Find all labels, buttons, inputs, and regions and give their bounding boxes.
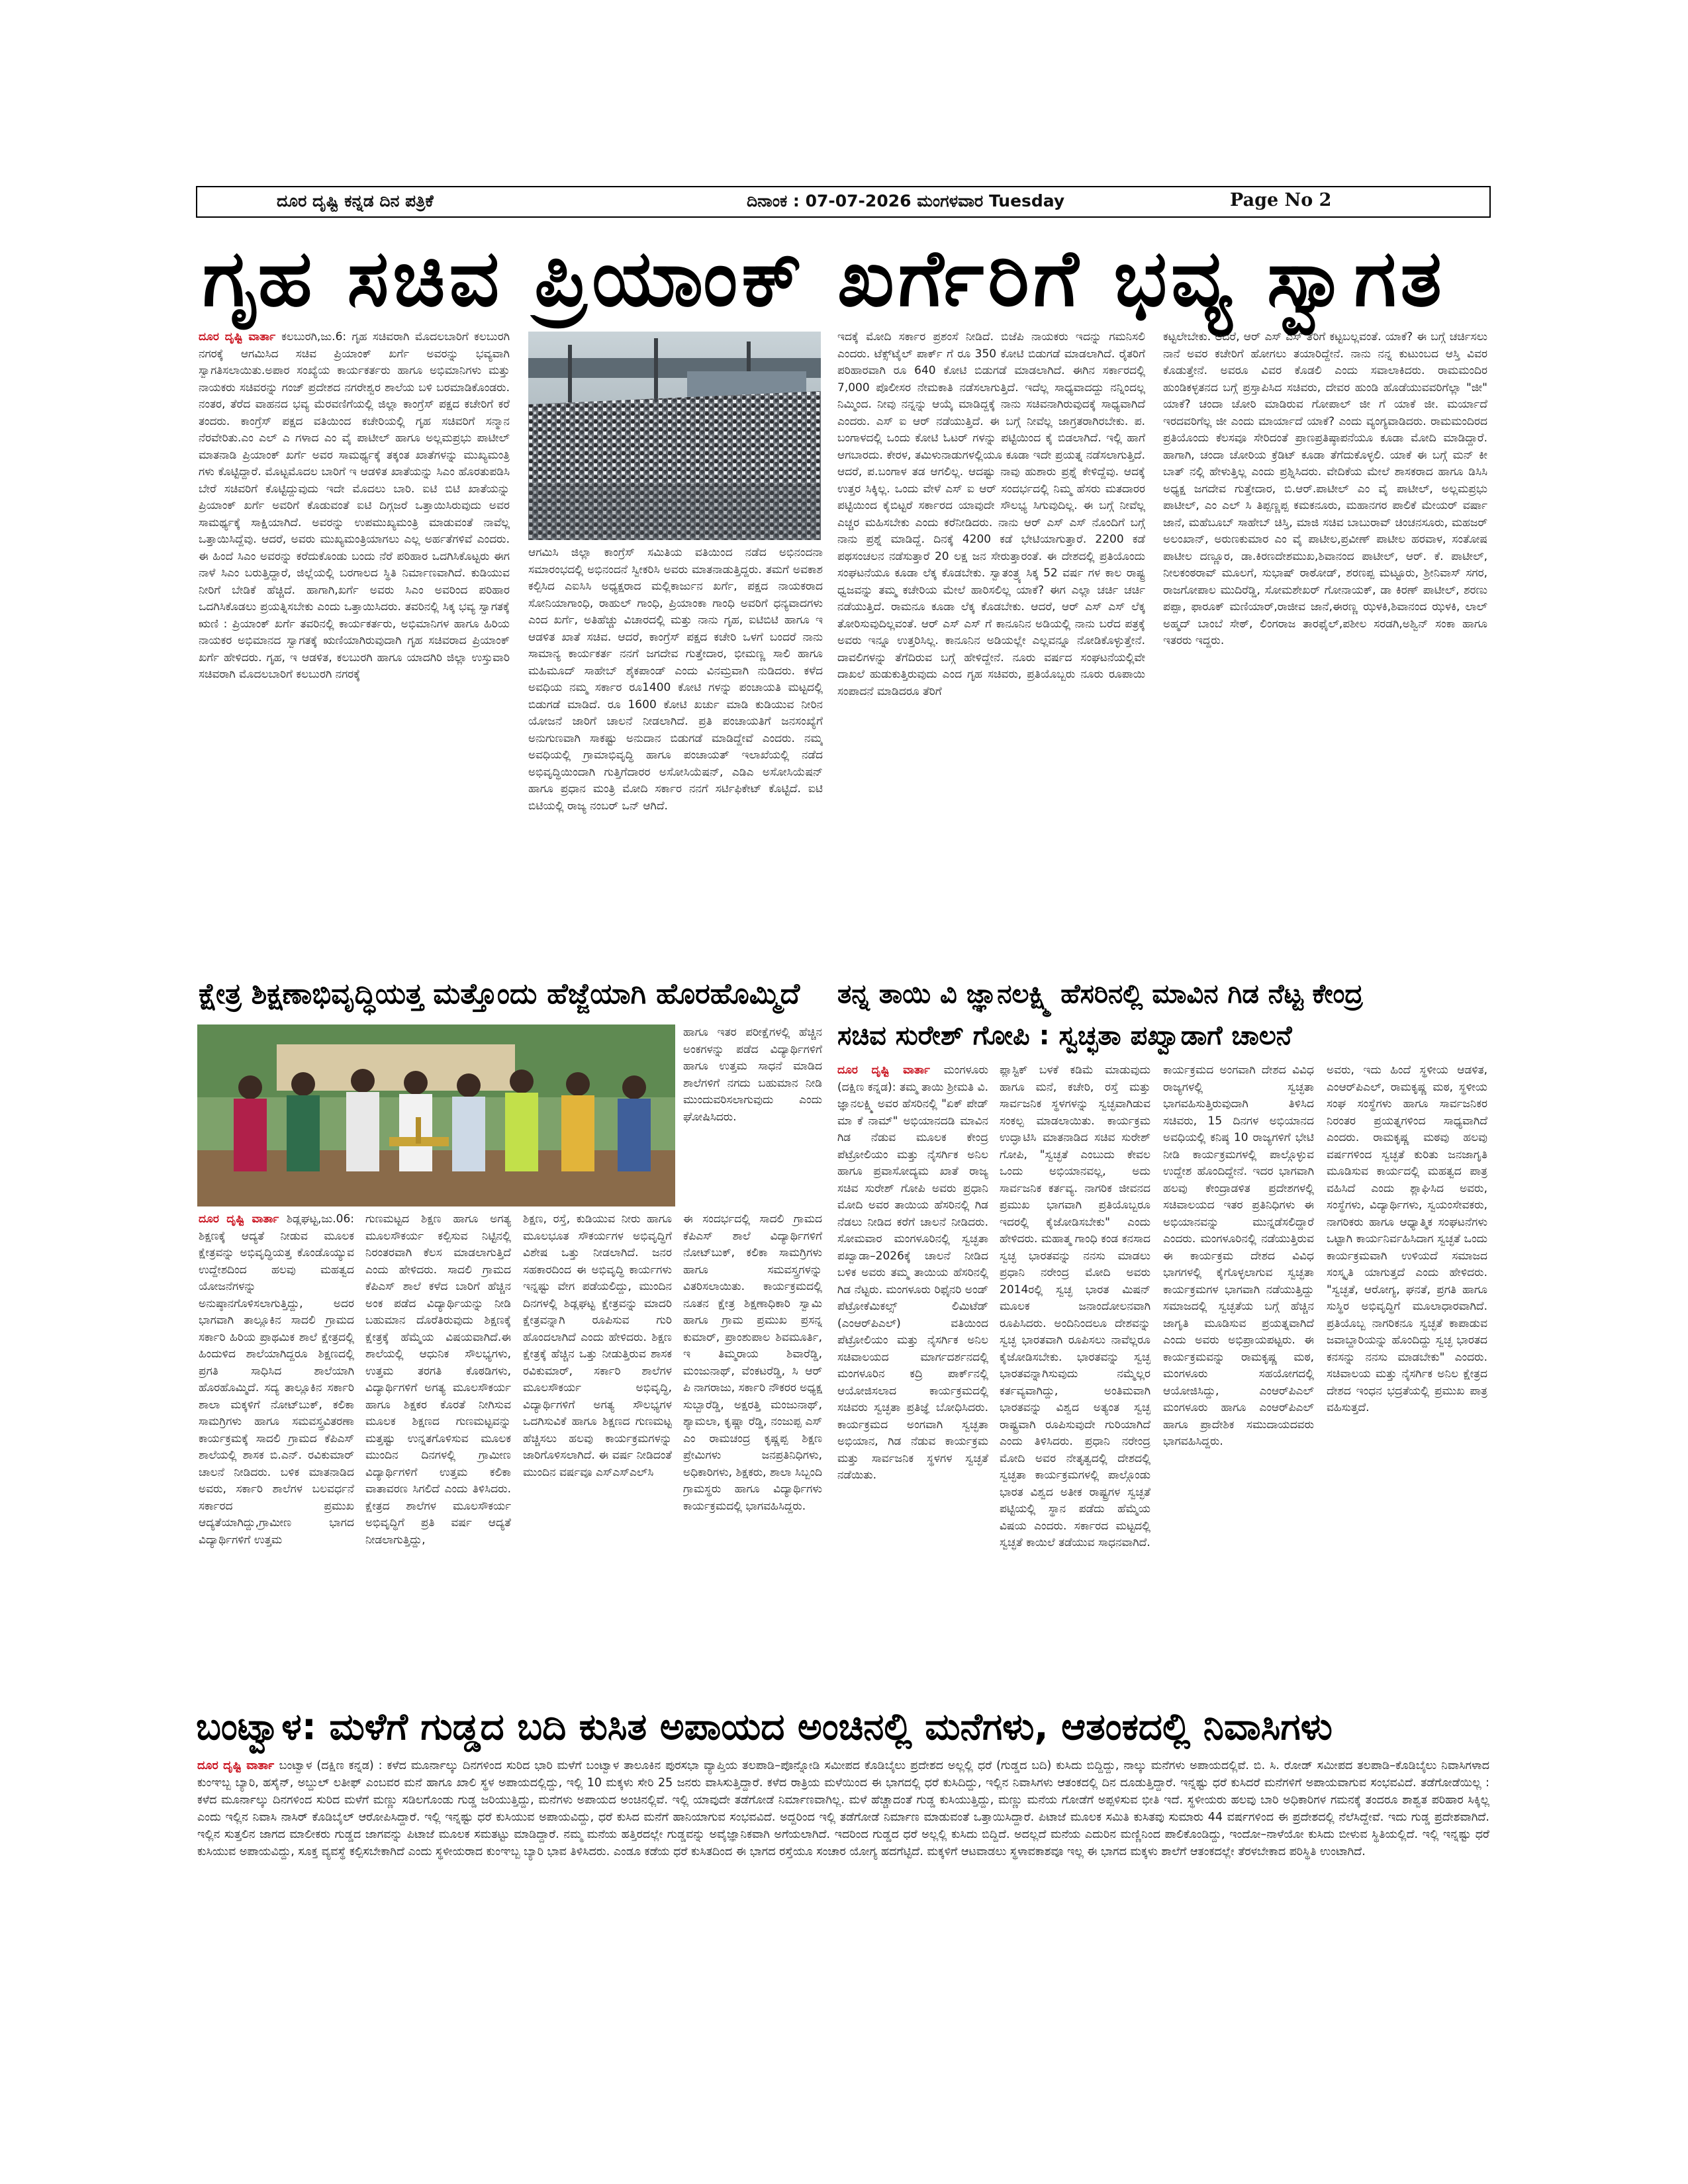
article1-column-2 [528, 545, 823, 929]
article2-right-of-photo [683, 1024, 822, 1210]
article4-byline: ದೂರ ದೃಷ್ಟಿ ವಾರ್ತಾ [197, 1759, 279, 1772]
article2-column-2 [365, 1211, 511, 1698]
paper-name: ದೂರ ದೃಷ್ಟಿ ಕನ್ನಡ ದಿನ ಪತ್ರಿಕೆ [277, 191, 434, 210]
article2-col1-text: ಶಿಡ್ಲಘಟ್ಟ,ಜು.06: ಶಿಕ್ಷಣಕ್ಕೆ ಆದ್ಯತೆ ನೀಡುವ ಮೂಲಕ ಕ್ಷೇತ್ರವನ್ನು ಅಭಿವೃದ್ಧಿಯತ್ತ ಕೊಂಡೊಯ್ಯುವ ಉದ್ದೇಶದಿಂದ ಹಲವು ಮಹತ್ವದ ಯೋಜನೆಗಳನ್ನು ಅನುಷ್ಠಾನಗೊಳಿಸಲಾಗುತ್ತಿದ್ದು, ಅದರ ಭಾಗವಾಗಿ ತಾಲ್ಲೂಕಿನ ಸಾದಲಿ ಗ್ರಾಮದ ಸರ್ಕಾರಿ ಹಿರಿಯ ಪ್ರಾಥಮಿಕ ಶಾಲೆ ಕ್ಷೇತ್ರದಲ್ಲಿ ಹಿಂದುಳಿದ ಶಾಲೆಯಾಗಿದ್ದರೂ ಶಿಕ್ಷಣದಲ್ಲಿ ಪ್ರಗತಿ ಸಾಧಿಸಿದ ಶಾಲೆಯಾಗಿ ಹೊರಹೊಮ್ಮಿದೆ. ಸದ್ಯ ತಾಲ್ಲೂಕಿನ ಸರ್ಕಾರಿ ಶಾಲಾ ಮಕ್ಕಳಿಗೆ ನೋಟ್‌ಬುಕ್, ಕಲಿಕಾ ಸಾಮಗ್ರಿಗಳು ಹಾಗೂ ಸಮವಸ್ತ್ರವಿತರಣಾ ಕಾರ್ಯಕ್ರಮಕ್ಕೆ ಸಾದಲಿ ಗ್ರಾಮದ ಕೆಪಿಎಸ್ ಶಾಲೆಯಲ್ಲಿ ಶಾಸಕ ಬಿ.ಎನ್. ರವಿಕುಮಾರ್ ಚಾಲನೆ ನೀಡಿದರು. ಬಳಿಕ ಮಾತನಾಡಿದ ಅವರು, ಸರ್ಕಾರಿ ಶಾಲೆಗಳ ಬಲವರ್ಧನೆ ಸರ್ಕಾರದ ಪ್ರಮುಖ ಆದ್ಯತೆಯಾಗಿದ್ದು,ಗ್ರಾಮೀಣ ಭಾಗದ ವಿದ್ಯಾರ್ಥಿಗಳಿಗೆ ಉತ್ತಮ [199, 1212, 354, 1547]
article1-col3-text: ಇದಕ್ಕೆ ಮೋದಿ ಸರ್ಕಾರ ಪ್ರಶಂಸೆ ನೀಡಿದೆ. ಬಿಜೆಪಿ ನಾಯಕರು ಇದನ್ನು ಗಮನಿಸಲಿ ಎಂದರು. ಟೆಕ್ಸ್‌ಟೈಲ್ ಪಾರ್ಕ್ ಗೆ ರೂ 350 ಕೋಟಿ ಬಿಡುಗಡೆ ಮಾಡಲಾಗಿದೆ. ರೈತರಿಗೆ ಪರಿಹಾರವಾಗಿ ರೂ 640 ಕೋಟಿ ಬಿಡುಗಡೆ ಮಾಡಲಾಗಿದೆ. ಈಗಿನ ಸರ್ಕಾರದಲ್ಲಿ 7,000 ಪೊಲೀಸರ ನೇಮಕಾತಿ ನಡೆಸಲಾಗುತ್ತಿದೆ. ಇದೆಲ್ಲ ಸಾಧ್ಯವಾದದ್ದು ನನ್ನಿಂದಲ್ಲ ನಿಮ್ಮಿಂದ. ನೀವು ನನ್ನನ್ನು ಆಯ್ಕೆ ಮಾಡಿದ್ದಕ್ಕೆ ನಾನು ಸಚಿವನಾಗಿರುವುದಕ್ಕೆ ಸಾಧ್ಯವಾಗಿದೆ ಎಂದರು. ಎಸ್ ಐ ಆರ್ ನಡೆಯುತ್ತಿದೆ. ಈ ಬಗ್ಗೆ ನೀವೆಲ್ಲ ಜಾಗ್ರತರಾಗಿರಬೇಕು. ಪ. ಬಂಗಾಳದಲ್ಲಿ ಒಂದು ಕೋಟಿ ಓಟರ್ ಗಳನ್ನು ಪಟ್ಟಿಯಿಂದ ಕೈ ಬಿಡಲಾಗಿದೆ. ಇಲ್ಲಿ ಹಾಗೆ ಆಗಬಾರದು. ಕೇರಳ, ತಮಿಳುನಾಡುಗಳಲ್ಲಿಯೂ ಕೂಡಾ ಇದೇ ಪ್ರಯತ್ನ ನಡೆಸಲಾಗುತ್ತಿದೆ. ಆದರೆ, ಪ.ಬಂಗಾಳ ತಡ ಆಗಲಿಲ್ಲ. ಆದಷ್ಟು ನಾವು ಹುಶಾರು ಪ್ರಶ್ನೆ ಕೇಳಿದ್ದೆವು. ಆದಕ್ಕೆ ಉತ್ತರ ಸಿಕ್ಕಿಲ್ಲ. ಒಂದು ವೇಳೆ ಎಸ್ ಐ ಆರ್ ಸಂದರ್ಭದಲ್ಲಿ ನಿಮ್ಮ ಹೆಸರು ಮತದಾರರ ಪಟ್ಟಿಯಿಂದ ಕೈಬಿಟ್ಟರೆ ಸರ್ಕಾರದ ಯಾವುದೇ ಸೌಲಭ್ಯ ಸಿಗುವುದಿಲ್ಲ. ಈ ಬಗ್ಗೆ ನೀವೆಲ್ಲ ಎಚ್ಚರ ಮಹಿಸಬೇಕು ಎಂದು ಕರೆನೀಡಿದರು. ನಾನು ಆರ್ ಎಸ್ ಎಸ್ ನೊಂದಿಗೆ ಬಗ್ಗೆ ನಾನು ಪ್ರಶ್ನೆ ಮಾಡಿದ್ದೆ. ದಿನಕ್ಕೆ 4200 ಕಡೆ ಭೇಟಿಯಾಗುತ್ತಾರೆ. 2200 ಕಡೆ ಪಥಸಂಚಲನ ನಡೆಸುತ್ತಾರೆ 20 ಲಕ್ಷ ಜನ ಸೇರುತ್ತಾರಂತೆ. ಈ ದೇಶದಲ್ಲಿ ಪ್ರತಿಯೊಂದು ಸಂಘಟನೆಯೂ ಕೂಡಾ ಲೆಕ್ಕ ಕೊಡಬೇಕು. ಸ್ವಾತಂತ್ರ್ಯ ಸಿಕ್ಕ 52 ವರ್ಷ ಗಳ ಕಾಲ ರಾಷ್ಟ್ರ ಧ್ವಜವನ್ನು ತಮ್ಮ ಕಚೇರಿಯ ಮೇಲೆ ಹಾರಿಸಲಿಲ್ಲ ಯಾಕೆ? ಈಗ ಎಲ್ಲಾ ಚರ್ಚಿ ಚರ್ಚಿ ನಡೆಯುತ್ತಿದೆ. ರಾಮನೂ ಕೂಡಾ ಲೆಕ್ಕ ಕೊಡಬೇಕು. ಆದರೆ, ಆರ್ ಎಸ್ ಎಸ್ ಲೆಕ್ಕ ತೋರಿಸುವುದಿಲ್ಲವಂತೆ. ಆರ್ ಎಸ್ ಎಸ್ ಗೆ ಕಾನೂನಿನ ಅಡಿಯಲ್ಲಿ ನಾನು ಬರೆದ ಪತ್ರಕ್ಕೆ ಅವರು ಇನ್ನೂ ಉತ್ತರಿಸಿಲ್ಲ. ಕಾನೂನಿನ ಅಡಿಯಲ್ಲೇ ಎಲ್ಲವನ್ನೂ ನೋಡಿಕೊಳ್ಳುತ್ತೇನೆ. ದಾವಲಿಗಳನ್ನು ತೆಗೆದಿರುವ ಬಗ್ಗೆ ಹೇಳಿದ್ದೇನೆ. ನೂರು ವರ್ಷದ ಸಂಘಟನೆಯಲ್ಲಿವೇ ದಾಖಲೆ ಹುಡುಕುತ್ತಿರುವುದು ಎಂದ ಗೃಹ ಸಚಿವರು, ಪ್ರತಿಯೊಬ್ಬರು ನೂರು ರೂಪಾಯಿ ಸಂಪಾದನೆ ಮಾಡಿದರೂ ತೆರಿಗೆ [837, 330, 1145, 698]
article4-body-text: ಬಂಟ್ವಾಳ (ದಕ್ಷಿಣ ಕನ್ನಡ) : ಕಳೆದ ಮೂರ್ನಾಲ್ಕು ದಿನಗಳಿಂದ ಸುರಿದ ಭಾರಿ ಮಳೆಗೆ ಬಂಟ್ವಾಳ ತಾಲೂಕಿನ ಪುರಸಭಾ ವ್ಯಾಪ್ತಿಯ ತಲಪಾಡಿ–ಪೊನ್ನೋಡಿ ಸಮೀಪದ ಕೊಡಿಬೈಲು ಪ್ರದೇಶದ ಅಲ್ಲಲ್ಲಿ ಧರೆ (ಗುಡ್ಡದ ಬದಿ) ಕುಸಿದು ಬಿದ್ದಿದ್ದು, ನಾಲ್ಕು ಮನೆಗಳು ಅಪಾಯದಲ್ಲಿವೆ. ಬಿ. ಸಿ. ರೋಡ್ ಸಮೀಪದ ತಲಪಾಡಿ–ಕೊಡಿಬೈಲು ನಿವಾಸಿಗಳಾದ ಕುಂಞಬ್ಬ ಬ್ಯಾರಿ, ಹಸೈನ್, ಅಬ್ದುಲ್ ಲತೀಫ್ ಎಂಬವರ ಮನೆ ಹಾಗೂ ಖಾಲಿ ಸ್ಥಳ ಅಪಾಯದಲ್ಲಿದ್ದು, ಇಲ್ಲಿ 10 ಮಕ್ಕಳು ಸೇರಿ 25 ಜನರು ವಾಸಿಸುತ್ತಿದ್ದಾರೆ. ಕಳೆದ ರಾತ್ರಿಯ ಮಳೆಯಿಂದ ಈ ಭಾಗದಲ್ಲಿ ಧರೆ ಕುಸಿದಿದ್ದು, ಇಲ್ಲಿನ ನಿವಾಸಿಗಳು ಆತಂಕದಲ್ಲಿ ದಿನ ದೂಡುತ್ತಿದ್ದಾರೆ. ಇನ್ನಷ್ಟು ಧರೆ ಕುಸಿದರೆ ಮನೆಗಳಿಗೆ ಅಪಾಯವಾಗುವ ಸಂಭವವಿದೆ. ತಡೆಗೋಡೆಯಿಲ್ಲ : ಕಳೆದ ಮೂರ್ನಾಲ್ಕು ದಿನಗಳಿಂದ ಸುರಿದ ಮಳೆಗೆ ಮಣ್ಣು ಸಡಿಲಗೊಂಡು ಗುಡ್ಡ ಜರಿಯುತ್ತಿದ್ದು, ಮನೆಗಳು ಅಪಾಯದ ಅಂಚಿನಲ್ಲಿವೆ. ಇಲ್ಲಿ ಯಾವುದೇ ತಡೆಗೋಡೆ ನಿರ್ಮಾಣವಾಗಿಲ್ಲ. ಮಳೆ ಹೆಚ್ಚಾದಂತೆ ಗುಡ್ಡ ಕುಸಿಯುತ್ತಿದ್ದು, ಮಣ್ಣು ಮನೆಯ ಗೋಡೆಗೆ ಅಪ್ಪಳಿಸುವ ಭೀತಿ ಇದೆ. ಸ್ಥಳೀಯರು ಹಲವು ಬಾರಿ ಅಧಿಕಾರಿಗಳ ಗಮನಕ್ಕೆ ತಂದರೂ ಶಾಶ್ವತ ಪರಿಹಾರ ಸಿಕ್ಕಿಲ್ಲ ಎಂದು ಇಲ್ಲಿನ ನಿವಾಸಿ ನಾಸಿರ್ ಕೊಡಿಬೈಲ್ ಆರೋಪಿಸಿದ್ದಾರೆ. ಇಲ್ಲಿ ಇನ್ನಷ್ಟು ಧರೆ ಕುಸಿಯುವ ಅಪಾಯವಿದ್ದು, ಧರೆ ಕುಸಿದ ಮನೆಗೆ ಹಾನಿಯಾಗುವ ಸಂಭವವಿದೆ. ಅದ್ದರಿಂದ ಇಲ್ಲಿ ತಡೆಗೋಡೆ ನಿರ್ಮಾಣ ಮಾಡುವಂತೆ ಒತ್ತಾಯಿಸಿದ್ದಾರೆ. ಪಿಟಾಜೆ ಮೂಲಕ ಸಮಿತಿ ಕುಸಿತವು ಸುಮಾರು 44 ವರ್ಷಗಳಿಂದ ಈ ಪ್ರದೇಶದಲ್ಲಿ ನೆಲೆಸಿದ್ದೇವೆ. ಇದು ಗುಡ್ಡ ಪ್ರದೇಶವಾಗಿದೆ. ಇಲ್ಲಿನ ಸುತ್ತಲಿನ ಜಾಗದ ಮಾಲೀಕರು ಗುಡ್ಡದ ಜಾಗವನ್ನು ಪಿಟಾಜೆ ಮೂಲಕ ಸಮತಟ್ಟು ಮಾಡಿದ್ದಾರೆ. ನಮ್ಮ ಮನೆಯ ಹತ್ತಿರದಲ್ಲೇ ಗುಡ್ಡವನ್ನು ಅವೈಜ್ಞಾನಿಕವಾಗಿ ಅಗೆಯಲಾಗಿದೆ. ಇದರಿಂದ ಗುಡ್ಡದ ಧರೆ ಅಲ್ಲಲ್ಲಿ ಕುಸಿದು ಬಿದ್ದಿದೆ. ಅದಲ್ಲದೆ ಮನೆಯ ಎದುರಿನ ಮಣ್ಣಿನಿಂದ ಪಾಲಿಕೊಂಡಿದ್ದು, ಇಂದೋ–ನಾಳೆಯೋ ಕುಸಿದು ಬೀಳುವ ಸ್ಥಿತಿಯಲ್ಲಿದೆ. ಇಲ್ಲಿ ಇನ್ನಷ್ಟು ಧರೆ ಕುಸಿಯುವ ಅಪಾಯವಿದ್ದು, ಸೂಕ್ತ ವ್ಯವಸ್ಥೆ ಕಲ್ಪಿಸಬೇಕಾಗಿದೆ ಎಂದು ಸ್ಥಳೀಯರಾದ ಕುಂಞಬ್ಬ ಬ್ಯಾರಿ ಭಾವ ತಿಳಿಸಿದರು. ಎಂಡೂ ಕಡೆಯ ಧರೆ ಕುಸಿತದಿಂದ ಈ ಭಾಗದ ರಸ್ತೆಯೂ ಸಂಚಾರ ಯೋಗ್ಯ ಹದಗೆಟ್ಟಿದೆ. ಮಕ್ಕಳಿಗೆ ಆಟವಾಡಲು ಸ್ಥಳಾವಕಾಶವೂ ಇಲ್ಲ ಈ ಭಾಗದ ಮಕ್ಕಳು ಶಾಲೆಗೆ ಆತಂಕದಲ್ಲೇ ತೆರಳಬೇಕಾದ ಪರಿಸ್ಥಿತಿ ಉಂಟಾಗಿದೆ. [197, 1759, 1489, 1858]
article1-col2-text: ಆಗಮಿಸಿ ಜಿಲ್ಲಾ ಕಾಂಗ್ರೆಸ್ ಸಮಿತಿಯ ವತಿಯಿಂದ ನಡೆದ ಅಭಿನಂದನಾ ಸಮಾರಂಭದಲ್ಲಿ ಅಭಿನಂದನೆ ಸ್ವೀಕರಿಸಿ ಅವರು ಮಾತನಾಡುತ್ತಿದ್ದರು. ತಮಗೆ ಅವಕಾಶ ಕಲ್ಪಿಸಿದ ಎಐಸಿಸಿ ಅಧ್ಯಕ್ಷರಾದ ಮಲ್ಲಿಕಾರ್ಜುನ ಖರ್ಗೆ, ಪಕ್ಷದ ನಾಯಕರಾದ ಸೋನಿಯಾಗಾಂಧಿ, ರಾಹುಲ್ ಗಾಂಧಿ, ಪ್ರಿಯಾಂಕಾ ಗಾಂಧಿ ಅವರಿಗೆ ಧನ್ಯವಾದಗಳು ಎಂದ ಖರ್ಗೆ, ಅತಿಹೆಚ್ಚು ವಿಚಾರದಲ್ಲಿ ಮತ್ತು ನಾನು ಗೃಹ, ಐಟಿಬಿಟಿ ಹಾಗೂ ಇ ಆಡಳಿತ ಖಾತೆ ಸಚಿವ. ಆದರೆ, ಕಾಂಗ್ರೆಸ್ ಪಕ್ಷದ ಕಚೇರಿ ಒಳಗೆ ಬಂದರೆ ನಾನು ಸಾಮಾನ್ಯ ಕಾರ್ಯಕರ್ತ ನನಗೆ ಜಗದೇವ ಗುತ್ತೇದಾರ, ಭೀಮಣ್ಣ ಸಾಲಿ ಹಾಗೂ ಮಹಿಮೂದ್ ಸಾಹೇಬ್ ಶೈಕಪಾಂಡ್ ಎಂದು ವಿನಮ್ರವಾಗಿ ನುಡಿದರು. ಕಳೆದ ಅವಧಿಯ ನಮ್ಮ ಸರ್ಕಾರ ರೂ1400 ಕೋಟಿ ಗಳನ್ನು ಪಂಚಾಯತಿ ಮಟ್ಟದಲ್ಲಿ ಬಿಡುಗಡೆ ಮಾಡಿದೆ. ರೂ 1600 ಕೋಟಿ ಖರ್ಚು ಮಾಡಿ ಕುಡಿಯುವ ನೀರಿನ ಯೋಜನೆ ಜಾರಿಗೆ ಚಾಲನೆ ನೀಡಲಾಗಿದೆ. ಪ್ರತಿ ಪಂಚಾಯತಿಗೆ ಜನಸಂಖ್ಯೆಗೆ ಅನುಗುಣವಾಗಿ ಸಾಕಷ್ಟು ಅನುದಾನ ಬಿಡುಗಡೆ ಮಾಡಿದ್ದೇವೆ ಎಂದರು. ನಮ್ಮ ಅವಧಿಯಲ್ಲಿ ಗ್ರಾಮಾಭಿವೃದ್ಧಿ ಹಾಗೂ ಪಂಚಾಯತ್ ಇಲಾಖೆಯಲ್ಲಿ ನಡೆದ ಅಭಿವೃದ್ಧಿಯಿಂದಾಗಿ ಗುತ್ತಿಗೆದಾರರ ಅಸೋಸಿಯೆಷನ್, ಎಡಿಎ ಅಸೋಸಿಯೆಷನ್ ಹಾಗೂ ಪ್ರಧಾನ ಮಂತ್ರಿ ಮೋದಿ ಸರ್ಕಾರ ನನಗೆ ಸರ್ಟಿಫಿಕೇಟ್ ಕೊಟ್ಟಿದೆ. ಐಟಿ ಬಿಟಿಯಲ್ಲಿ ರಾಜ್ಯ ನಂಬರ್ ಒನ್ ಆಗಿದೆ. [528, 546, 823, 813]
article2-column-1 [199, 1211, 354, 1698]
article4-headline: ಬಂಟ್ವಾಳ: ಮಳೆಗೆ ಗುಡ್ಡದ ಬದಿ ಕುಸಿತ ಅಪಾಯದ ಅಂಚಿನಲ್ಲಿ ಮನೆಗಳು, ಆತಂಕದಲ್ಲಿ ನಿವಾಸಿಗಳು [196, 1706, 1333, 1749]
article1-col1-text: ಕಲಬುರಗಿ,ಜು.6: ಗೃಹ ಸಚಿವರಾಗಿ ಮೊದಲಬಾರಿಗೆ ಕಲಬುರಗಿ ನಗರಕ್ಕೆ ಆಗಮಿಸಿದ ಸಚಿವ ಪ್ರಿಯಾಂಕ್ ಖರ್ಗೆ ಅವರನ್ನು ಭವ್ಯವಾಗಿ ಸ್ವಾಗತಿಸಲಾಯಿತು.ಅಪಾರ ಸಂಖ್ಯೆಯ ಕಾರ್ಯಕರ್ತರು ಹಾಗೂ ಅಭಿಮಾನಿಗಳು ಮತ್ತು ನಾಯಕರು ಸಚಿವರನ್ನು ಗಂಜ್ ಪ್ರದೇಶದ ನಗರೇಶ್ವರ ಶಾಲೆಯ ಬಳಿ ಬರಮಾಡಿಕೊಂಡರು. ನಂತರ, ತೆರೆದ ವಾಹನದ ಭವ್ಯ ಮೆರವಣಿಗೆಯಲ್ಲಿ ಜಿಲ್ಲಾ ಕಾಂಗ್ರೆಸ್ ಪಕ್ಷದ ಕಚೇರಿಗೆ ಕರೆ ತಂದರು. ಕಾಂಗ್ರೆಸ್ ಪಕ್ಷದ ವತಿಯಿಂದ ಕಚೇರಿಯಲ್ಲಿ ಗೃಹ ಸಚಿವರಿಗೆ ಸನ್ಮಾನ ನೆರವೇರಿತು.ಎಂ ಎಲ್ ಎ ಗಳಾದ ಎಂ ವೈ ಪಾಟೀಲ್ ಹಾಗೂ ಅಲ್ಲಮಪ್ರಭು ಪಾಟೀಲ್ ಮಾತನಾಡಿ ಪ್ರಿಯಾಂಕ್ ಖರ್ಗೆ ಅವರ ಸಾಮರ್ಥ್ಯಕ್ಕೆ ತಕ್ಕಂತ ಖಾತೆಗಳನ್ನು ಮುಖ್ಯಮಂತ್ರಿ ಗಳು ಕೊಟ್ಟಿದ್ದಾರೆ. ಮೊಟ್ಟಮೊದಲ ಬಾರಿಗೆ ಇ ಆಡಳಿತ ಖಾತೆಯನ್ನು ಸಿಎಂ ಹೊರತುಪಡಿಸಿ ಬೇರೆ ಸಚಿವರಿಗೆ ಕೊಟ್ಟಿದ್ದುವುದು ಇದೇ ಮೊದಲು ಬಾರಿ. ಐಟಿ ಬಿಟಿ ಖಾತೆಯನ್ನು ಪ್ರಿಯಾಂಕ್ ಖರ್ಗೆ ಅವರಿಗೆ ಕೊಡುವಂತೆ ಐಟಿ ದಿಗ್ಗಜರೆ ಒತ್ತಾಯಿಸಿರುವುದು ಅವರ ಸಾಮರ್ಥ್ಯಕ್ಕೆ ಸಾಕ್ಷಿಯಾಗಿದೆ. ಅವರನ್ನು ಉಪಮುಖ್ಯಮಂತ್ರಿ ಮಾಡುವಂತೆ ನಾವೆಲ್ಲ ಒತ್ತಾಯಿಸಿದ್ದೆವು. ಆದರೆ, ಅವರು ಮುಖ್ಯಮಂತ್ರಿಯಾಗಲು ಎಲ್ಲ ಅರ್ಹತೆಗಳಿವೆ ಎಂದರು. ಈ ಹಿಂದೆ ಸಿಎಂ ಅವರನ್ನು ಕರೆದುಕೊಂಡು ಬಂದು ನೆರೆ ಪರಿಹಾರ ಒದಗಿಸಿಕೊಟ್ಟರು ಈಗ ನಾಳೆ ಸಿಎಂ ಬರುತ್ತಿದ್ದಾರೆ, ಜಿಲ್ಲೆಯಲ್ಲಿ ಬರಗಾಲದ ಸ್ಥಿತಿ ನಿರ್ಮಾಣವಾಗಿದೆ. ಕುಡಿಯುವ ನೀರಿಗೆ ಬೇಡಿಕೆ ಹೆಚ್ಚಿದೆ. ಹಾಗಾಗಿ,ಖರ್ಗೆ ಅವರು ಸಿಎಂ ಅವರಿಂದ ಪರಿಹಾರ ಒದಗಿಸಿಕೊಡಲು ಪ್ರಯತ್ನಿಸಬೇಕು ಎಂದು ಒತ್ತಾಯಿಸಿದರು. ತವರಿನಲ್ಲಿ ಸಿಕ್ಕ ಭವ್ಯ ಸ್ವಾಗತಕ್ಕೆ ಋಣಿ : ಪ್ರಿಯಾಂಕ್ ಖರ್ಗೆ ತವರಿನಲ್ಲಿ ಕಾರ್ಯಕರ್ತರು, ಅಭಿಮಾನಿಗಳ ಹಾಗೂ ಹಿರಿಯ ನಾಯಕರ ಅಭಿಮಾನದ ಸ್ವಾಗತಕ್ಕೆ ಋಣಿಯಾಗಿರುವುದಾಗಿ ಗೃಹ ಸಚಿವರಾದ ಪ್ರಿಯಾಂಕ್ ಖರ್ಗೆ ಹೇಳಿದರು. ಗೃಹ, ಇ ಆಡಳಿತ, ಕಲಬುರಗಿ ಹಾಗೂ ಯಾದಗಿರಿ ಜಿಲ್ಲಾ ಉಸ್ತುವಾರಿ ಸಚಿವರಾಗಿ ಮೊದಲಬಾರಿಗೆ ಕಲಬುರಗಿ ನಗರಕ್ಕೆ [199, 330, 510, 681]
school-event-graphic [197, 1024, 675, 1206]
article2-col2-text: ಗುಣಮಟ್ಟದ ಶಿಕ್ಷಣ ಹಾಗೂ ಅಗತ್ಯ ಮೂಲಸೌಕರ್ಯ ಕಲ್ಪಿಸುವ ನಿಟ್ಟಿನಲ್ಲಿ ನಿರಂತರವಾಗಿ ಕೆಲಸ ಮಾಡಲಾಗುತ್ತಿದೆ ಎಂದು ಹೇಳಿದರು. ಸಾದಲಿ ಗ್ರಾಮದ ಕೆಪಿಎಸ್ ಶಾಲೆ ಕಳೆದ ಬಾರಿಗೆ ಹೆಚ್ಚಿನ ಅಂಕ ಪಡೆದ ವಿದ್ಯಾರ್ಥಿಯನ್ನು ನೀಡಿ ಬಹುಮಾನ ದೊರೆತಿರುವುದು ಶಿಕ್ಷಣಕ್ಕೆ ಕ್ಷೇತ್ರಕ್ಕೆ ಹೆಮ್ಮೆಯ ವಿಷಯವಾಗಿದೆ.ಈ ಶಾಲೆಯಲ್ಲಿ ಆಧುನಿಕ ಸೌಲಭ್ಯಗಳು, ಉತ್ತಮ ತರಗತಿ ಕೊಠಡಿಗಳು, ವಿದ್ಯಾರ್ಥಿಗಳಿಗೆ ಅಗತ್ಯ ಮೂಲಸೌಕರ್ಯ ಹಾಗೂ ಶಿಕ್ಷಕರ ಕೊರತೆ ನೀಗಿಸುವ ಮೂಲಕ ಶಿಕ್ಷಣದ ಗುಣಮಟ್ಟವನ್ನು ಮತ್ತಷ್ಟು ಉನ್ನತಗೊಳಿಸುವ ಮೂಲಕ ಮುಂದಿನ ದಿನಗಳಲ್ಲಿ ಗ್ರಾಮೀಣ ವಿದ್ಯಾರ್ಥಿಗಳಿಗೆ ಉತ್ತಮ ಕಲಿಕಾ ವಾತಾವರಣ ಸಿಗಲಿದೆ ಎಂದು ತಿಳಿಸಿದರು. ಕ್ಷೇತ್ರದ ಶಾಲೆಗಳ ಮೂಲಸೌಕರ್ಯ ಅಭಿವೃದ್ಧಿಗೆ ಪ್ರತಿ ವರ್ಷ ಆದ್ಯತೆ ನೀಡಲಾಗುತ್ತಿದ್ದು, [365, 1212, 511, 1547]
article1-headline: ಗೃಹ ಸಚಿವ ಪ್ರಿಯಾಂಕ್ ಖರ್ಗೆರಿಗೆ ಭವ್ಯ ಸ್ವಾಗತ [203, 232, 1446, 324]
article2-headline: ಕ್ಷೇತ್ರ ಶಿಕ್ಷಣಾಭಿವೃದ್ಧಿಯತ್ತ ಮತ್ತೊಂದು ಹೆಜ್ಜೆಯಾಗಿ ಹೊರಹೊಮ್ಮಿದೆ [199, 978, 800, 1011]
article3-col1-text: ಮಂಗಳೂರು (ದಕ್ಷಿಣ ಕನ್ನಡ): ತಮ್ಮ ತಾಯಿ ಶ್ರೀಮತಿ ವಿ. ಜ್ಞಾನಲಕ್ಷ್ಮಿ ಅವರ ಹೆಸರಿನಲ್ಲಿ "ಏಕ್ ಪೇಡ್ ಮಾ ಕೆ ನಾಮ್" ಅಭಿಯಾನದಡಿ ಮಾವಿನ ಗಿಡ ನೆಡುವ ಮೂಲಕ ಕೇಂದ್ರ ಪೆಟ್ರೋಲಿಯಂ ಮತ್ತು ನೈಸರ್ಗಿಕ ಅನಿಲ ಹಾಗೂ ಪ್ರವಾಸೋದ್ಯಮ ಖಾತೆ ರಾಜ್ಯ ಸಚಿವ ಸುರೇಶ್ ಗೋಪಿ ಅವರು ಪ್ರಧಾನಿ ಮೋದಿ ಅವರ ತಾಯಿಯ ಹೆಸರಿನಲ್ಲಿ ಗಿಡ ನೆಡಲು ನೀಡಿದ ಕರೆಗೆ ಚಾಲನೆ ನೀಡಿದರು. ಸೋಮವಾರ ಮಂಗಳೂರಿನಲ್ಲಿ ಸ್ವಚ್ಛತಾ ಪಖ್ವಾಡಾ–2026ಕ್ಕೆ ಚಾಲನೆ ನೀಡಿದ ಬಳಿಕ ಅವರು ತಮ್ಮ ತಾಯಿಯ ಹೆಸರಿನಲ್ಲಿ ಗಿಡ ನೆಟ್ಟರು. ಮಂಗಳೂರು ರಿಫೈನರಿ ಅಂಡ್ ಪೆಟ್ರೋಕೆಮಿಕಲ್ಸ್ ಲಿಮಿಟೆಡ್ (ಎಂಆರ್‌ಪಿಎಲ್) ವತಿಯಿಂದ ಪೆಟ್ರೋಲಿಯಂ ಮತ್ತು ನೈಸರ್ಗಿಕ ಅನಿಲ ಸಚಿವಾಲಯದ ಮಾರ್ಗದರ್ಶನದಲ್ಲಿ ಮಂಗಳೂರಿನ ಕದ್ರಿ ಪಾರ್ಕ್‌ನಲ್ಲಿ ಆಯೋಜಿಸಲಾದ ಕಾರ್ಯಕ್ರಮದಲ್ಲಿ ಸಚಿವರು ಸ್ವಚ್ಛತಾ ಪ್ರತಿಜ್ಞೆ ಬೋಧಿಸಿದರು. ಕಾರ್ಯಕ್ರಮದ ಅಂಗವಾಗಿ ಸ್ವಚ್ಛತಾ ಅಭಿಯಾನ, ಗಿಡ ನೆಡುವ ಕಾರ್ಯಕ್ರಮ ಮತ್ತು ಸಾರ್ವಜನಿಕ ಸ್ಥಳಗಳ ಸ್ವಚ್ಛತೆ ನಡೆಯಿತು. [837, 1064, 988, 1482]
article3-column-1 [837, 1062, 988, 1698]
article3-col2-text: ಪ್ಲಾಸ್ಟಿಕ್ ಬಳಕೆ ಕಡಿಮೆ ಮಾಡುವುದು ಹಾಗೂ ಮನೆ, ಕಚೇರಿ, ರಸ್ತೆ ಮತ್ತು ಸಾರ್ವಜನಿಕ ಸ್ಥಳಗಳನ್ನು ಸ್ವಚ್ಛವಾಗಿಡುವ ಸಂಕಲ್ಪ ಮಾಡಲಾಯಿತು. ಕಾರ್ಯಕ್ರಮ ಉದ್ಘಾಟಿಸಿ ಮಾತನಾಡಿದ ಸಚಿವ ಸುರೇಶ್ ಗೋಪಿ, "ಸ್ವಚ್ಛತೆ ಎಂಬುದು ಕೇವಲ ಒಂದು ಅಭಿಯಾನವಲ್ಲ, ಅದು ಸಾರ್ವಜನಿಕ ಕರ್ತವ್ಯ. ನಾಗರಿಕ ಜೀವನದ ಪ್ರಮುಖ ಭಾಗವಾಗಿ ಪ್ರತಿಯೊಬ್ಬರೂ ಇದರಲ್ಲಿ ಕೈಜೋಡಿಸಬೇಕು" ಎಂದು ಹೇಳಿದರು. ಮಹಾತ್ಮ ಗಾಂಧಿ ಕಂಡ ಕನಸಾದ ಸ್ವಚ್ಛ ಭಾರತವನ್ನು ನನಸು ಮಾಡಲು ಪ್ರಧಾನಿ ನರೇಂದ್ರ ಮೋದಿ ಅವರು 2014ರಲ್ಲಿ ಸ್ವಚ್ಛ ಭಾರತ ಮಿಷನ್ ಮೂಲಕ ಜನಾಂದೋಲನವಾಗಿ ರೂಪಿಸಿದರು. ಅಂದಿನಿಂದಲೂ ದೇಶವನ್ನು ಸ್ವಚ್ಛ ಭಾರತವಾಗಿ ರೂಪಿಸಲು ನಾವೆಲ್ಲರೂ ಕೈಜೋಡಿಸಬೇಕು. ಭಾರತವನ್ನು ಸ್ವಚ್ಛ ಭಾರತವನ್ನಾಗಿಸುವುದು ನಮ್ಮೆಲ್ಲರ ಕರ್ತವ್ಯವಾಗಿದ್ದು, ಅಂತಿಮವಾಗಿ ಭಾರತವನ್ನು ವಿಶ್ವದ ಅತ್ಯಂತ ಸ್ವಚ್ಛ ರಾಷ್ಟ್ರವಾಗಿ ರೂಪಿಸುವುದೇ ಗುರಿಯಾಗಿದೆ ಎಂದು ತಿಳಿಸಿದರು. ಪ್ರಧಾನಿ ನರೇಂದ್ರ ಮೋದಿ ಅವರ ನೇತೃತ್ವದಲ್ಲಿ ದೇಶದಲ್ಲಿ ಸ್ವಚ್ಛತಾ ಕಾರ್ಯಕ್ರಮಗಳಲ್ಲಿ ಪಾಲ್ಗೊಂಡು ಭಾರತ ವಿಶ್ವದ ಅತೀಕ ರಾಷ್ಟ್ರಗಳ ಸ್ವಚ್ಛತೆ ಪಟ್ಟಿಯಲ್ಲಿ ಸ್ಥಾನ ಪಡೆದು ಹೆಮ್ಮೆಯ ವಿಷಯ ಎಂದರು. ಸರ್ಕಾರದ ಮಟ್ಟದಲ್ಲಿ ಸ್ವಚ್ಛತೆ ಕಾಯಿಲೆ ತಡೆಯುವ ಸಾಧನವಾಗಿದೆ. [1000, 1064, 1150, 1549]
article3-col3-text: ಕಾರ್ಯಕ್ರಮದ ಅಂಗವಾಗಿ ದೇಶದ ವಿವಿಧ ರಾಜ್ಯಗಳಲ್ಲಿ ಸ್ವಚ್ಛತಾ ಭಾಗವಹಿಸುತ್ತಿರುವುದಾಗಿ ತಿಳಿಸಿದ ಸಚಿವರು, 15 ದಿನಗಳ ಅಭಿಯಾನದ ಅವಧಿಯಲ್ಲಿ ಕನಿಷ್ಠ 10 ರಾಜ್ಯಗಳಿಗೆ ಭೇಟಿ ನೀಡಿ ಕಾರ್ಯಕ್ರಮಗಳಲ್ಲಿ ಪಾಲ್ಗೊಳ್ಳುವ ಉದ್ದೇಶ ಹೊಂದಿದ್ದೇನೆ. ಇದರ ಭಾಗವಾಗಿ ಹಲವು ಕೇಂದ್ರಾಡಳಿತ ಪ್ರದೇಶಗಳಲ್ಲಿ ಸಚಿವಾಲಯದ ಇತರ ಪ್ರತಿನಿಧಿಗಳು ಈ ಅಭಿಯಾನವನ್ನು ಮುನ್ನಡೆಸಲಿದ್ದಾರೆ ಎಂದರು. ಮಂಗಳೂರಿನಲ್ಲಿ ನಡೆಯುತ್ತಿರುವ ಈ ಕಾರ್ಯಕ್ರಮ ದೇಶದ ವಿವಿಧ ಭಾಗಗಳಲ್ಲಿ ಕೈಗೊಳ್ಳಲಾಗುವ ಸ್ವಚ್ಛತಾ ಕಾರ್ಯಕ್ರಮಗಳ ಭಾಗವಾಗಿ ನಡೆಯುತ್ತಿದ್ದು ಸಮಾಜದಲ್ಲಿ ಸ್ವಚ್ಛತೆಯ ಬಗ್ಗೆ ಹೆಚ್ಚಿನ ಜಾಗೃತಿ ಮೂಡಿಸುವ ಪ್ರಯತ್ನವಾಗಿದೆ ಎಂದು ಅವರು ಅಭಿಪ್ರಾಯಪಟ್ಟರು. ಈ ಕಾರ್ಯಕ್ರಮವನ್ನು ರಾಮಕೃಷ್ಣ ಮಠ, ಮಂಗಳೂರು ಸಹಯೋಗದಲ್ಲಿ ಆಯೋಜಿಸಿದ್ದು, ಎಂಆರ್‌ಪಿಎಲ್ ಮಂಗಳೂರು ಹಾಗೂ ಎಂಆರ್‌ಪಿಎಲ್ ಹಾಗೂ ಪ್ರಾದೇಶಿಕ ಸಮುದಾಯದವರು ಭಾಗವಹಿಸಿದ್ದರು. [1163, 1064, 1314, 1448]
article2-right-text: ಹಾಗೂ ಇತರ ಪರೀಕ್ಷೆಗಳಲ್ಲಿ ಹೆಚ್ಚಿನ ಅಂಕಗಳನ್ನು ಪಡೆದ ವಿದ್ಯಾರ್ಥಿಗಳಿಗೆ ಹಾಗೂ ಉತ್ತಮ ಸಾಧನೆ ಮಾಡಿದ ಶಾಲೆಗಳಿಗೆ ನಗದು ಬಹುಮಾನ ನೀಡಿ ಮುಂದುವರಿಸಲಾಗುವುದು ಎಂದು ಘೋಷಿಸಿದರು. [683, 1026, 822, 1124]
school-event-photo [197, 1024, 675, 1206]
page-number: Page No 2 [1230, 190, 1332, 210]
article1-col4-text: ಕಟ್ಟಲೇಬೇಕು. ಆದರೆ, ಆರ್ ಎಸ್ ಎಸ್ ತೆರಿಗೆ ಕಟ್ಟಬಲ್ಲವಂತೆ. ಯಾಕೆ? ಈ ಬಗ್ಗೆ ಚರ್ಚಿಸಲು ನಾನೆ ಅವರ ಕಚೇರಿಗೆ ಹೋಗಲು ತಯಾರಿದ್ದೇನೆ. ನಾನು ನನ್ನ ಕುಟುಂಬದ ಆಸ್ತಿ ವಿವರ ಕೊಡುತ್ತೇನೆ. ಅವರೂ ವಿವರ ಕೊಡಲಿ ಎಂದು ಸವಾಲಾಕಿದರು. ರಾಮಮಂದಿರ ಹುಂಡಿಕಳ್ಳತನದ ಬಗ್ಗೆ ಪ್ರಸ್ತಾಪಿಸಿದ ಸಚಿವರು, ದೇವರ ಹುಂಡಿ ಹೊಡೆಯುವವರಿಗೆಲ್ಲಾ "ಜೀ" ಯಾಕೆ? ಚಂದಾ ಚೋರಿ ಮಾಡಿರುವ ಗೋಪಾಲ್ ಜೀ ಗೆ ಯಾಕೆ ಜೀ. ಮರ್ಯಾದೆ ಇರದವರಿಗೆಲ್ಲ ಜೀ ಎಂದು ಮಾರ್ಯಾದೆ ಯಾಕೆ? ಎಂದು ವ್ಯಂಗ್ಯವಾಡಿದರು. ರಾಮಮಂದಿರದ ಪ್ರತಿಯೊಂದು ಕೆಲಸವೂ ಸೇರಿದಂತೆ ಪ್ರಾಣಪ್ರತಿಷ್ಠಾಪನೆಯೂ ಕೂಡಾ ಮೋದಿ ಮಾಡಿದ್ದಾರೆ. ಹಾಗಾಗಿ, ಚಂದಾ ಚೋರಿಯ ಕ್ರೆಡಿಟ್ ಕೂಡಾ ತೆಗೆದುಕೊಳ್ಳಲಿ. ಯಾಕೆ ಈ ಬಗ್ಗೆ ಮನ್ ಕೀ ಬಾತ್ ನಲ್ಲಿ ಹೇಳುತ್ತಿಲ್ಲ ಎಂದು ಪ್ರಶ್ನಿಸಿದರು. ವೇದಿಕೆಯ ಮೇಲೆ ಶಾಸಕರಾದ ಹಾಗೂ ಡಿಸಿಸಿ ಅಧ್ಯಕ್ಷ ಜಗದೇವ ಗುತ್ತೇದಾರ, ಬಿ.ಆರ್.ಪಾಟೀಲ್ ಎಂ ವೈ ಪಾಟೀಲ್, ಅಲ್ಲಮಪ್ರಭು ಪಾಟೀಲ್, ಎಂ ಎಲ್ ಸಿ ತಿಪ್ಪಣ್ಣಪ್ಪ ಕಮಕನೂರು, ಮಹಾನಗರ ಪಾಲಿಕೆ ಮೇಯರ್ ವರ್ಷಾ ಜಾನೆ, ಮಹೆಬೂಬ್ ಸಾಹೇಬ್ ಚಿಸ್ತಿ, ಮಾಜಿ ಸಚಿವ ಬಾಬುರಾವ್ ಚಿಂಚನಸೂರು, ಮಹಜರ್ ಅಲಂಖಾನ್, ಅರುಣಕುಮಾರ ಎಂ ವೈ ಪಾಟೀಲ,ಪ್ರವೀಣ್ ಪಾಟೀಲ ಹರವಾಳ, ಸಂತೋಷ ಪಾಟೀಲ ದಣ್ಣೂರ, ಡಾ.ಕಿರಣದೇಶಮುಖ,ಶಿವಾನಂದ ಪಾಟೀಲ್, ಆರ್. ಕೆ. ಪಾಟೀಲ್, ನೀಲಕಂಠರಾವ್ ಮೂಲಗೆ, ಸುಭಾಷ್ ರಾಠೋಡ್, ಶರಣಪ್ಪ ಮಟ್ಟೂರು, ಶ್ರೀನಿವಾಸ್ ಸಗರ, ರಾಜಗೋಪಾಲ ಮುದಿರೆಡ್ಡಿ, ಸೋಮಶೇಖರ್ ಗೋನಾಯಕ್, ಡಾ ಕಿರಣ್ ಪಾಟೀಲ್, ಶರಣು ಪಪ್ಪಾ, ಫಾರೂಕ್ ಮಣಿಯಾರ್,ರಾಜೀವ ಜಾನೆ,ಈರಣ್ಣ ಝಳಕಿ,ಶಿವಾನಂದ ಝಳಕಿ, ಲಾಲ್ ಅಹ್ಮದ್ ಬಾಂಬೆ ಸೇಠ್, ಲಿಂಗರಾಜ ತಾರಫೈಲ್,ಪಶೀಲ ಸರಡಗಿ,ಅಶ್ವಿನ್ ಸಂಕಾ ಹಾಗೂ ಇತರರು ಇದ್ದರು. [1163, 330, 1487, 647]
article3-column-3 [1163, 1062, 1314, 1698]
article3-col4-text: ಅವರು, ಇದು ಹಿಂದೆ ಸ್ಥಳೀಯ ಆಡಳಿತ, ಎಂಆರ್‌ಪಿಎಲ್, ರಾಮಕೃಷ್ಣ ಮಠ, ಸ್ಥಳೀಯ ಸಂಘ ಸಂಸ್ಥೆಗಳು ಹಾಗೂ ಸಾರ್ವಜನಿಕರ ನಿರಂತರ ಪ್ರಯತ್ನಗಳಿಂದ ಸಾಧ್ಯವಾಗಿದೆ ಎಂದರು. ರಾಮಕೃಷ್ಣ ಮಠವು ಹಲವು ವರ್ಷಗಳಿಂದ ಸ್ವಚ್ಛತೆ ಕುರಿತು ಜನಜಾಗೃತಿ ಮೂಡಿಸುವ ಕಾರ್ಯದಲ್ಲಿ ಮಹತ್ವದ ಪಾತ್ರ ವಹಿಸಿದೆ ಎಂದು ಶ್ಲಾಘಿಸಿದ ಅವರು, ಸಂಸ್ಥೆಗಳು, ವಿದ್ಯಾರ್ಥಿಗಳು, ಸ್ವಯಂಸೇವಕರು, ನಾಗರಿಕರು ಹಾಗೂ ಆಧ್ಯಾತ್ಮಿಕ ಸಂಘಟನೆಗಳು ಒಟ್ಟಾಗಿ ಕಾರ್ಯನಿರ್ವಹಿಸಿದಾಗ ಸ್ವಚ್ಛತೆ ಒಂದು ಕಾರ್ಯಕ್ರಮವಾಗಿ ಉಳಿಯದೆ ಸಮಾಜದ ಸಂಸ್ಕೃತಿ ಯಾಗುತ್ತದೆ ಎಂದು ಹೇಳಿದರು. "ಸ್ವಚ್ಛತೆ, ಆರೋಗ್ಯ, ಘನತೆ, ಪ್ರಗತಿ ಹಾಗೂ ಸುಸ್ಥಿರ ಅಭಿವೃದ್ಧಿಗೆ ಮೂಲಾಧಾರವಾಗಿದೆ. ಪ್ರತಿಯೊಬ್ಬ ನಾಗರಿಕನೂ ಸ್ವಚ್ಛತೆ ಕಾಪಾಡುವ ಜವಾಬ್ದಾರಿಯನ್ನು ಹೊಂದಿದ್ದು ಸ್ವಚ್ಛ ಭಾರತದ ಕನಸನ್ನು ನನಸು ಮಾಡಬೇಕು" ಎಂದರು. ಸಚಿವಾಲಯ ಮತ್ತು ನೈಸರ್ಗಿಕ ಅನಿಲ ಕ್ಷೇತ್ರದ ದೇಶದ ಇಂಧನ ಭದ್ರತೆಯಲ್ಲಿ ಪ್ರಮುಖ ಪಾತ್ರ ವಹಿಸುತ್ತದೆ. [1327, 1064, 1487, 1414]
article2-col4-text: ಈ ಸಂದರ್ಭದಲ್ಲಿ ಸಾದಲಿ ಗ್ರಾಮದ ಕೆಪಿಎಸ್ ಶಾಲೆ ವಿದ್ಯಾರ್ಥಿಗಳಿಗೆ ನೋಟ್‌ಬುಕ್, ಕಲಿಕಾ ಸಾಮಗ್ರಿಗಳು ಹಾಗೂ ಸಮವಸ್ತ್ರಗಳನ್ನು ವಿತರಿಸಲಾಯಿತು. ಕಾರ್ಯಕ್ರಮದಲ್ಲಿ ನೂತನ ಕ್ಷೇತ್ರ ಶಿಕ್ಷಣಾಧಿಕಾರಿ ಸ್ವಾಮಿ ಹಾಗೂ ಗ್ರಾಮ ಪ್ರಮುಖ ಪ್ರಸನ್ನ ಕುಮಾರ್, ಪ್ರಾಂಶುಪಾಲ ಶಿವಮೂರ್ತಿ, ಇ ತಿಮ್ಮರಾಯ ಶಿವಾರೆಡ್ಡಿ, ಮಂಜುನಾಥ್, ವೆಂಕಟರೆಡ್ಡಿ, ಸಿ ಆರ್ ಪಿ ನಾಗರಾಜು, ಸರ್ಕಾರಿ ನೌಕರರ ಅಧ್ಯಕ್ಷ ಸುಬ್ಬಾರೆಡ್ಡಿ, ಅಕ್ಷರತ್ತಿ ಮಂಜುನಾಥ್, ಶ್ಯಾಮಲಾ, ಕೃಷ್ಣಾ ರೆಡ್ಡಿ, ನಂಜುಪ್ಪ ಎಸ್ ಎಂ ರಾಮಚಂದ್ರ ಕೃಷ್ಣಪ್ಪ ಶಿಕ್ಷಣ ಪ್ರೇಮಿಗಳು ಜನಪ್ರತಿನಿಧಿಗಳು, ಅಧಿಕಾರಿಗಳು, ಶಿಕ್ಷಕರು, ಶಾಲಾ ಸಿಬ್ಬಂದಿ ಗ್ರಾಮಸ್ಥರು ಹಾಗೂ ವಿದ್ಯಾರ್ಥಿಗಳು ಕಾರ್ಯಕ್ರಮದಲ್ಲಿ ಭಾಗವಹಿಸಿದ್ದರು. [683, 1212, 822, 1513]
article1-column-4 [1163, 329, 1487, 971]
article3-byline: ದೂರ ದೃಷ್ಟಿ ವಾರ್ತಾ [837, 1064, 944, 1077]
masthead-bar [196, 186, 1491, 218]
article2-column-4 [683, 1211, 822, 1698]
article4-body [197, 1757, 1489, 1995]
article2-byline: ದೂರ ದೃಷ್ಟಿ ವಾರ್ತಾ [199, 1212, 287, 1226]
article2-col3-text: ಶಿಕ್ಷಣ, ರಸ್ತೆ, ಕುಡಿಯುವ ನೀರು ಹಾಗೂ ಮೂಲಭೂತ ಸೌಕರ್ಯಗಳ ಅಭಿವೃದ್ಧಿಗೆ ವಿಶೇಷ ಒತ್ತು ನೀಡಲಾಗಿದೆ. ಜನರ ಸಹಕಾರದಿಂದ ಈ ಅಭಿವೃದ್ಧಿ ಕಾರ್ಯಗಳು ಇನ್ನಷ್ಟು ವೇಗ ಪಡೆಯಲಿದ್ದು, ಮುಂದಿನ ದಿನಗಳಲ್ಲಿ ಶಿಡ್ಲಘಟ್ಟ ಕ್ಷೇತ್ರವನ್ನು ಮಾದರಿ ಕ್ಷೇತ್ರವನ್ನಾಗಿ ರೂಪಿಸುವ ಗುರಿ ಹೊಂದಲಾಗಿದೆ ಎಂದು ಹೇಳಿದರು. ಶಿಕ್ಷಣ ಕ್ಷೇತ್ರಕ್ಕೆ ಹೆಚ್ಚಿನ ಒತ್ತು ನೀಡುತ್ತಿರುವ ಶಾಸಕ ರವಿಕುಮಾರ್, ಸರ್ಕಾರಿ ಶಾಲೆಗಳ ಮೂಲಸೌಕರ್ಯ ಅಭಿವೃದ್ಧಿ, ವಿದ್ಯಾರ್ಥಿಗಳಿಗೆ ಅಗತ್ಯ ಸೌಲಭ್ಯಗಳ ಒದಗಿಸುವಿಕೆ ಹಾಗೂ ಶಿಕ್ಷಣದ ಗುಣಮಟ್ಟ ಹೆಚ್ಚಿಸಲು ಹಲವು ಕಾರ್ಯಕ್ರಮಗಳನ್ನು ಜಾರಿಗೊಳಿಸಲಾಗಿದೆ. ಈ ವರ್ಷ ನೀಡಿದಂತೆ ಮುಂದಿನ ವರ್ಷವೂ ಎಸ್‌ಎಸ್‌ಎಲ್‌ಸಿ [523, 1212, 672, 1479]
article1-byline: ದೂರ ದೃಷ್ಟಿ ವಾರ್ತಾ [199, 330, 282, 343]
crowd-photo [528, 332, 821, 540]
article3-column-4 [1327, 1062, 1487, 1698]
article1-column-3 [837, 329, 1145, 971]
article3-headline-line1: ತನ್ನ ತಾಯಿ ವಿ ಜ್ಞಾನಲಕ್ಷ್ಮಿ ಹೆಸರಿನಲ್ಲಿ ಮಾವಿನ ಗಿಡ ನೆಟ್ಟ ಕೇಂದ್ರ [837, 979, 1363, 1009]
issue-date: ದಿನಾಂಕ : 07-07-2026 ಮಂಗಳವಾರ Tuesday [747, 191, 1065, 210]
article3-headline-line2: ಸಚಿವ ಸುರೇಶ್ ಗೋಪಿ : ಸ್ವಚ್ಛತಾ ಪಖ್ವಾಡಾಗೆ ಚಾಲನೆ [837, 1021, 1292, 1051]
article1-column-1 [199, 329, 510, 991]
article3-column-2 [1000, 1062, 1150, 1698]
crowd-photo-graphic [528, 332, 821, 540]
article2-column-3 [523, 1211, 672, 1698]
